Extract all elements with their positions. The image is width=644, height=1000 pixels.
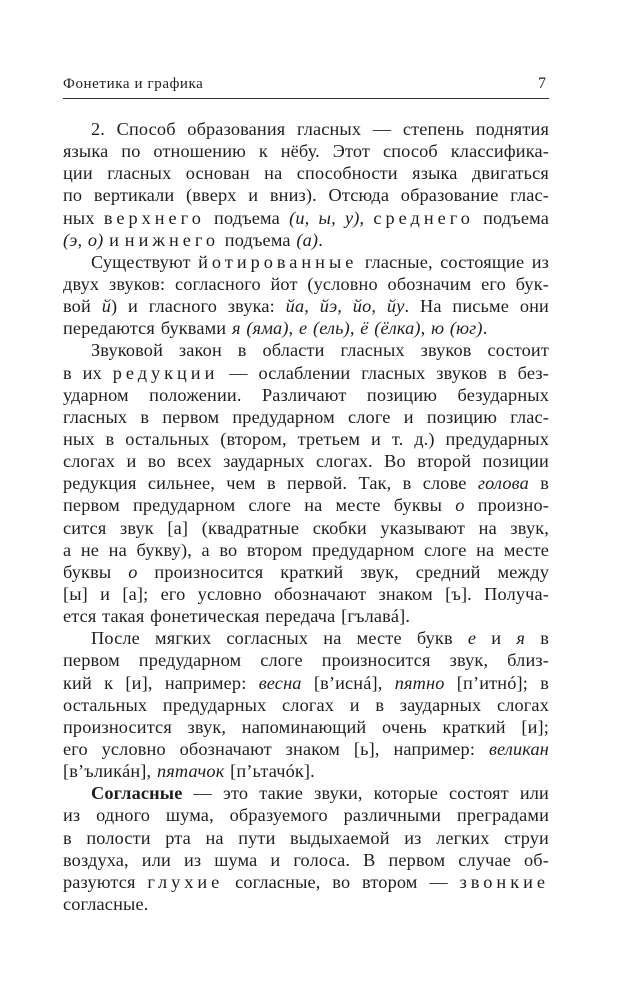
text-line <box>63 583 549 605</box>
text-segment: в полости рта на пути выдыхаемой из легких струи <box>63 827 549 848</box>
text-line <box>63 140 549 162</box>
text-line <box>63 317 549 339</box>
text-line <box>63 162 549 184</box>
text-segment: и <box>476 628 517 649</box>
text-segment: а не на букву), а во втором предударном слоге на месте <box>63 539 549 560</box>
text-segment: . <box>482 318 488 339</box>
spaced-emphasis-text: йотированные <box>198 251 358 272</box>
text-line <box>63 450 549 472</box>
text-segment: произно- <box>464 495 549 516</box>
italic-text: весна <box>258 672 302 693</box>
italic-text: о <box>128 561 138 582</box>
text-line <box>63 362 549 384</box>
page-number: 7 <box>538 75 546 92</box>
text-segment: [в’ъликáн], <box>63 761 157 782</box>
text-segment: ) и гласного звука: <box>110 296 286 317</box>
text-segment: и <box>103 229 125 250</box>
text-segment: буквы <box>63 561 129 582</box>
text-segment: слогах и во всех заударных слогах. Во второй позиции <box>63 451 549 472</box>
text-line <box>63 627 549 649</box>
text-segment: подъема <box>219 229 297 250</box>
text-segment: [п’итнó]; в <box>444 672 549 693</box>
page-body <box>63 118 549 915</box>
text-segment: сится звук [а] (квадратные скобки указывают на звук, <box>63 517 549 538</box>
italic-text: (и, ы, у) <box>289 207 360 228</box>
text-segment: в <box>525 628 549 649</box>
text-segment: 2. Способ образования гласных — степень поднятия <box>91 119 549 139</box>
text-line <box>63 849 549 871</box>
text-line <box>63 716 549 738</box>
text-segment: первом предударном слоге на месте буквы <box>63 495 456 516</box>
text-line <box>63 561 549 583</box>
text-segment: ется такая фонетическая передача [гълавá]. <box>63 606 411 627</box>
text-line <box>63 539 549 561</box>
text-segment: [в’иснá], <box>301 672 395 693</box>
text-line <box>63 605 549 627</box>
italic-text: (а) <box>296 229 319 250</box>
spaced-emphasis-text: звонкие <box>459 871 549 892</box>
italic-text: о <box>455 495 465 516</box>
text-segment: [ы] и [а]; его условно обозначают знаком [ъ]. Получа- <box>63 583 549 604</box>
text-segment: Звуковой закон в области гласных звуков состоит <box>91 340 549 361</box>
text-line <box>63 273 549 295</box>
spaced-emphasis-text: верхнего <box>103 207 205 228</box>
italic-text: великан <box>488 738 549 759</box>
spaced-emphasis-text: нижнего <box>124 229 220 250</box>
text-segment: — ослаблении гласных звуков в без- <box>218 362 549 383</box>
text-segment: двух звуков: согласного йот (условно обозначим его бук- <box>63 273 549 294</box>
text-segment: из одного шума, образуемого различными преградами <box>63 805 549 826</box>
text-segment: гласных в первом предударном слоге и позицию глас- <box>63 406 549 427</box>
italic-text: пятачок <box>156 761 225 782</box>
text-segment: остальных предударных слогах и в заударных слогах <box>63 694 549 715</box>
text-line <box>63 406 549 428</box>
italic-text: я (яма), е (ель), ё (ёлка), ю (юг) <box>231 318 483 339</box>
text-segment: подъема <box>473 207 549 228</box>
text-segment: кий к [и], например: <box>63 672 259 693</box>
spaced-emphasis-text: среднего <box>373 207 474 228</box>
italic-text: голова <box>477 473 529 494</box>
text-segment: . <box>318 229 323 250</box>
text-line <box>63 672 549 694</box>
text-segment: . На письме они <box>404 296 549 317</box>
text-segment: разуются <box>63 871 148 892</box>
paragraph <box>63 339 549 627</box>
text-line <box>63 184 549 206</box>
paragraph <box>63 118 549 251</box>
text-segment: произносится звук, напоминающий очень краткий [и]; <box>63 716 549 737</box>
paragraph <box>63 627 549 782</box>
text-line <box>63 827 549 849</box>
text-segment: согласные, во втором — <box>223 871 460 892</box>
text-line <box>63 339 549 361</box>
italic-text: йа, йэ, йо, йу <box>285 296 405 317</box>
text-line <box>63 649 549 671</box>
text-line <box>63 760 549 782</box>
running-header <box>63 74 549 99</box>
text-segment: гласные, состоящие из <box>357 251 549 272</box>
italic-text: (э, о) <box>63 229 104 250</box>
text-segment: в <box>528 473 549 494</box>
spaced-emphasis-text: редукции <box>112 362 219 383</box>
text-segment: его условно обозначают знаком [ь], например: <box>63 738 489 759</box>
text-segment: — это такие звуки, которые состоят или <box>182 783 549 804</box>
text-segment: передаются буквами <box>63 318 232 339</box>
italic-text: й <box>101 296 111 317</box>
text-line <box>63 207 549 229</box>
paragraph <box>63 782 549 915</box>
text-line <box>63 517 549 539</box>
paragraph <box>63 251 549 340</box>
italic-text: е <box>467 628 477 649</box>
text-line <box>63 804 549 826</box>
text-line <box>63 871 549 893</box>
italic-text: я <box>516 628 526 649</box>
text-line <box>63 782 549 804</box>
text-segment: редукция сильнее, чем в первой. Так, в слове <box>63 473 478 494</box>
text-line <box>63 384 549 406</box>
text-line <box>63 251 549 273</box>
text-segment: вой <box>63 296 102 317</box>
italic-text: пятно <box>394 672 445 693</box>
text-segment: языка по отношению к нёбу. Этот способ классифика- <box>63 141 549 162</box>
spaced-emphasis-text: глухие <box>147 871 224 892</box>
text-segment: [п’ьтачóк]. <box>224 761 315 782</box>
text-line <box>63 229 549 251</box>
text-line <box>63 428 549 450</box>
text-line <box>63 494 549 516</box>
text-segment: ных <box>63 207 104 228</box>
text-segment: , <box>359 207 374 228</box>
text-line <box>63 893 549 915</box>
text-segment: ции гласных основан на способности языка двигаться <box>63 163 549 184</box>
chapter-title: Фонетика и графика <box>63 76 204 92</box>
text-segment: После мягких согласных на месте букв <box>91 628 468 649</box>
text-line <box>63 694 549 716</box>
text-segment: произносится краткий звук, средний между <box>137 561 549 582</box>
text-segment: Существуют <box>91 251 199 272</box>
text-line <box>63 295 549 317</box>
bold-term: Согласные <box>91 783 183 804</box>
text-segment: по вертикали (вверх и вниз). Отсюда образование глас- <box>63 185 549 206</box>
text-line <box>63 118 549 140</box>
text-segment: ных в остальных (втором, третьем и т. д.) предударных <box>63 428 549 449</box>
text-line <box>63 738 549 760</box>
text-segment: первом предударном слоге произносится звук, близ- <box>63 650 549 671</box>
text-segment: ударном положении. Различают позицию безударных <box>63 384 549 405</box>
text-segment: воздуха, или из шума и голоса. В первом случае об- <box>63 849 549 870</box>
text-line <box>63 472 549 494</box>
text-segment: подъема <box>204 207 290 228</box>
text-segment: в их <box>63 362 113 383</box>
text-segment: согласные. <box>63 893 149 914</box>
